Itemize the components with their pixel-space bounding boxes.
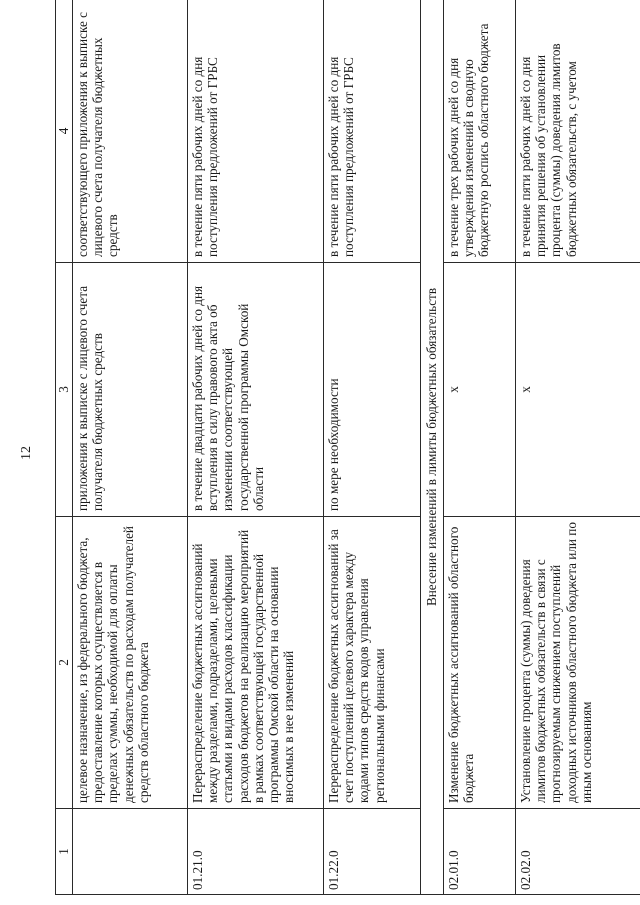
section-row bbox=[421, 0, 444, 895]
row-code bbox=[73, 809, 188, 895]
row-deadline: в течение пяти рабочих дней со дня принятия решения об установлении процента (суммы) доведения лимитов бюджетных обязательств, с учетом bbox=[516, 0, 640, 263]
row-deadline: в течение трех рабочих дней со дня утверждения изменений в сводную бюджетную роспись областного бюджета bbox=[444, 0, 516, 263]
budget-changes-table bbox=[55, 0, 640, 895]
column-header-3: 3 bbox=[56, 263, 73, 517]
row-description: Установление процента (суммы) доведения лимитов бюджетных обязательств в связи с прогнозируемым снижением поступлений доходных источников областного бюджета или по иным основаниям bbox=[516, 517, 640, 809]
row-code: 02.01.0 bbox=[444, 809, 516, 895]
row-term: x bbox=[444, 263, 516, 517]
section-title: Внесение изменений в лимиты бюджетных обязательств bbox=[421, 0, 444, 895]
row-code: 02.02.0 bbox=[516, 809, 640, 895]
row-deadline: в течение пяти рабочих дней со дня поступления предложений от ГРБС bbox=[188, 0, 324, 263]
table-row bbox=[444, 0, 516, 895]
page-number: 12 bbox=[19, 446, 34, 460]
row-description: Изменение бюджетных ассигнований областного бюджета bbox=[444, 517, 516, 809]
rotated-page bbox=[55, 0, 623, 895]
row-term: x bbox=[516, 263, 640, 517]
row-term: в течение двадцати рабочих дней со дня вступления в силу правового акта об изменении соответствующей государственной программы Омской области bbox=[188, 263, 324, 517]
column-header-2: 2 bbox=[56, 517, 73, 809]
column-header-4: 4 bbox=[56, 0, 73, 263]
row-deadline: соответствующего приложения к выписке с лицевого счета получателя бюджетных средств bbox=[73, 0, 188, 263]
column-header-1: 1 bbox=[56, 809, 73, 895]
row-code: 01.22.0 bbox=[324, 809, 421, 895]
row-description: Перераспределение бюджетных ассигнований между разделами, подразделами, целевыми статьями и видами расходов классификации расходов бюджетов на реализацию мероприятий в рамках соответствующей государственной программы Омской области на основании вносимых в нее изменений bbox=[188, 517, 324, 809]
row-term: приложения к выписке с лицевого счета получателя бюджетных средств bbox=[73, 263, 188, 517]
table-row bbox=[188, 0, 324, 895]
table-row bbox=[73, 0, 188, 895]
table-row bbox=[324, 0, 421, 895]
row-code: 01.21.0 bbox=[188, 809, 324, 895]
row-deadline: в течение пяти рабочих дней со дня поступления предложений от ГРБС bbox=[324, 0, 421, 263]
row-description: целевое назначение, из федерального бюджета, предоставление которых осуществляется в пределах суммы, необходимой для оплаты денежных обязательств по расходам получателей средств областного бюджета bbox=[73, 517, 188, 809]
header-row bbox=[56, 0, 73, 895]
row-description: Перераспределение бюджетных ассигнований за счет поступлений целевого характера между кодами типов средств кодов управления региональными финансами bbox=[324, 517, 421, 809]
row-term: по мере необходимости bbox=[324, 263, 421, 517]
table-row bbox=[516, 0, 640, 895]
